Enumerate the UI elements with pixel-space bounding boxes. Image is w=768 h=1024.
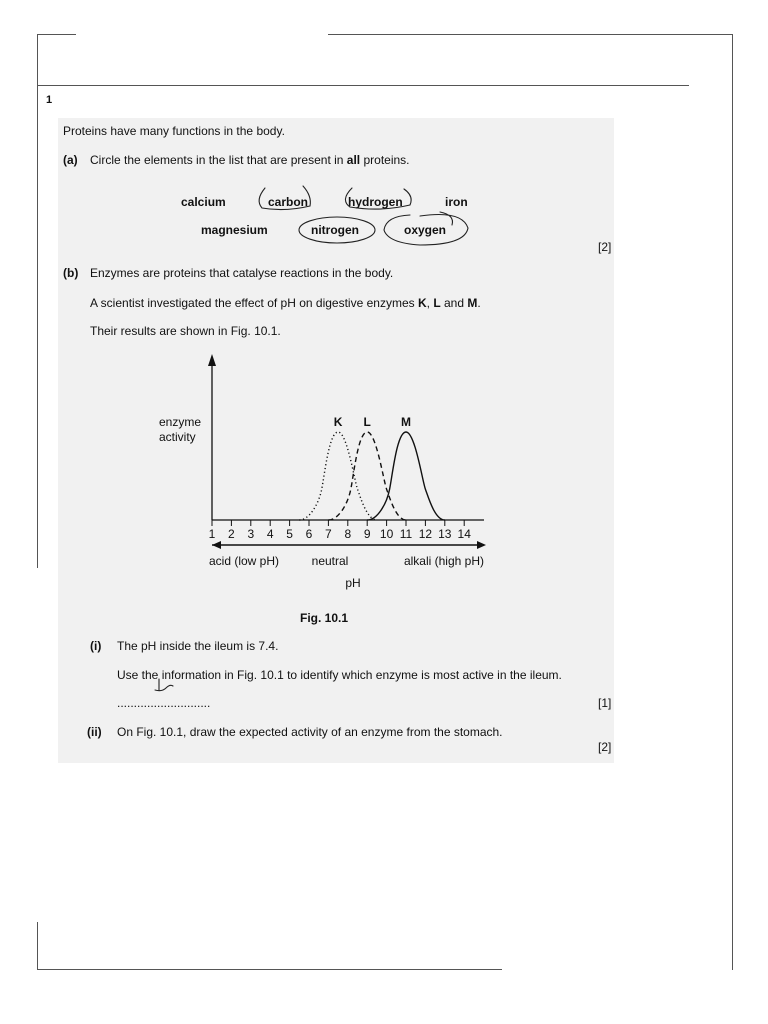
part-b-line2: A scientist investigated the effect of pH on digestive enzymes K, L and M. <box>90 296 481 310</box>
x-tick-label: 3 <box>247 527 255 541</box>
x-tick-label: 12 <box>418 527 433 541</box>
bottom-rule <box>38 969 502 970</box>
scale-label-alkali: alkali (high pH) <box>403 554 484 568</box>
x-tick-label: 11 <box>399 527 413 541</box>
x-tick-label: 1 <box>208 527 216 541</box>
handwritten-answer-mark <box>150 676 180 696</box>
element-nitrogen: nitrogen <box>311 223 359 237</box>
x-tick-label: 14 <box>457 527 471 541</box>
x-tick-label: 4 <box>266 527 274 541</box>
circle-oxygen-mark <box>384 212 468 245</box>
sub-ii-text: On Fig. 10.1, draw the expected activity of an enzyme from the stomach. <box>117 725 503 739</box>
y-axis-title-line1: enzyme <box>159 415 202 429</box>
ph-scale-arrow-left <box>212 541 221 549</box>
part-a-text: Circle the elements in the list that are present in all proteins. <box>90 153 410 167</box>
series-label-l: L <box>363 415 371 429</box>
series-label-k: K <box>333 415 343 429</box>
y-axis-title-line2: activity <box>159 430 196 444</box>
part-b-label: (b) <box>63 266 79 280</box>
element-oxygen: oxygen <box>404 223 447 237</box>
element-iron: iron <box>445 195 468 209</box>
question-number: 1 <box>46 94 53 106</box>
element-hydrogen: hydrogen <box>348 195 403 209</box>
x-tick-label: 5 <box>286 527 293 541</box>
part-a-marks: [2] <box>598 240 612 254</box>
series-line-k <box>299 432 377 520</box>
x-tick-label: 6 <box>305 527 313 541</box>
handwritten-circles <box>0 0 768 300</box>
series-line-m <box>367 432 445 520</box>
circle-hydrogen-mark <box>345 188 411 209</box>
y-axis-arrow <box>208 354 216 366</box>
sub-i-answer-line[interactable]: ............................ <box>117 696 211 710</box>
enzyme-activity-chart <box>0 340 768 600</box>
sub-ii-label: (ii) <box>87 725 102 739</box>
scale-label-acid: acid (low pH) <box>209 554 280 568</box>
sub-ii-marks: [2] <box>598 740 612 754</box>
element-magnesium: magnesium <box>201 223 268 237</box>
question-intro: Proteins have many functions in the body. <box>63 124 285 138</box>
scale-label-neutral: neutral <box>311 554 349 568</box>
x-tick-label: 7 <box>325 527 332 541</box>
x-tick-label: 9 <box>363 527 371 541</box>
part-b-line1: Enzymes are proteins that catalyse reactions in the body. <box>90 266 394 280</box>
sub-i-marks: [1] <box>598 696 612 710</box>
x-tick-label: 13 <box>438 527 452 541</box>
part-a-label: (a) <box>63 153 78 167</box>
x-axis-title: pH <box>345 576 361 590</box>
circle-nitrogen-mark <box>299 217 375 243</box>
circle-carbon-mark <box>259 186 310 210</box>
bottom-left-border <box>37 922 38 970</box>
x-tick-label: 8 <box>344 527 352 541</box>
element-carbon: carbon <box>268 195 309 209</box>
sub-i-line2: Use the information in Fig. 10.1 to identify which enzyme is most active in the ileum. <box>117 668 562 682</box>
x-tick-label: 10 <box>379 527 394 541</box>
series-line-l <box>328 432 406 520</box>
sub-i-label: (i) <box>90 639 102 653</box>
series-label-m: M <box>401 415 411 429</box>
part-b-line3: Their results are shown in Fig. 10.1. <box>90 324 281 338</box>
x-tick-label: 2 <box>228 527 235 541</box>
ph-scale-arrow-right <box>477 541 486 549</box>
figure-caption: Fig. 10.1 <box>300 611 349 625</box>
sub-i-line1: The pH inside the ileum is 7.4. <box>117 639 279 653</box>
element-calcium: calcium <box>181 195 226 209</box>
